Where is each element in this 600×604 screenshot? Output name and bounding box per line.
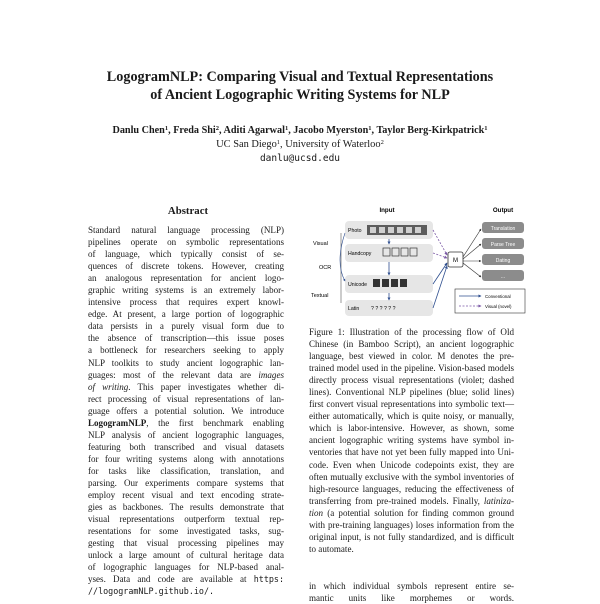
affiliations: [20, 138, 580, 151]
abstract-line: NLP analysis of ancient logographic languages,: [88, 429, 284, 440]
title-line-1: LogogramNLP: Comparing Visual and Textual Representations: [106, 69, 494, 85]
abstract-line: data persists in a purely visual form due to: [88, 321, 284, 332]
output-label: Parse Tree: [490, 242, 516, 248]
caption-line: [309, 507, 514, 519]
conventional-arrow: [433, 266, 447, 308]
glyph-mark: [373, 279, 380, 287]
output-arrow: [463, 244, 481, 259]
input-heading: Input: [379, 207, 395, 214]
abstract-line: parsing. Our experiments compare systems that: [88, 477, 284, 488]
author-affiliation-mark: 1: [164, 125, 169, 132]
abstract-line: for four writing systems along with annotations: [88, 453, 284, 464]
author-list: Danlu Chen$^1$, Freda Shi$^2$, Aditi Agarwal$^1$, Jacobo Myerston$^1$, Taylor Berg-Kirkpatrick$^1$: [112, 125, 488, 136]
abstract-line: gies as backbones. The results demonstrate that: [88, 502, 284, 513]
caption-line: which is labor-intensive. However, as shown, some: [309, 423, 514, 434]
caption-line: Figure 1: Illustration of the processing flow of Old: [309, 327, 514, 337]
caption-line: trained model used in the pipeline. Vision-based models: [309, 363, 514, 374]
output-label: ...: [500, 274, 506, 280]
glyph-mark: [391, 279, 398, 287]
contact-email[interactable]: danlu@ucsd.edu: [259, 153, 341, 164]
title-line-2: of Ancient Logographic Writing Systems for NLP: [150, 87, 450, 103]
caption-line: with pre-training languages) loses information from the: [309, 519, 514, 530]
abstract-line: [88, 381, 284, 393]
abstract-line: featuring both transcribed and visual datasets: [88, 441, 284, 452]
body-line: in which individual symbols represent entire se-: [309, 581, 514, 591]
caption-text: transferring from pre-trained models. Finally,: [309, 495, 484, 506]
author-name: Danlu Chen: [112, 125, 165, 136]
caption-line: directly process visual representations (violet; dashed: [309, 375, 514, 386]
affiliation-mark: 1: [276, 139, 281, 146]
abstract-line: NLP toolkits to study ancient logographic lan-: [88, 357, 284, 368]
glyph-mark: [397, 227, 403, 233]
legend-visual-label: Visual (novel): [485, 304, 512, 309]
visual-arrow: [433, 253, 447, 258]
repo-link[interactable]: //logogramNLP.github.io/.: [88, 586, 215, 597]
glyph-mark: [388, 227, 394, 233]
abstract-line: visual representations outperform textual rep-: [88, 514, 284, 525]
abstract-text: . This paper investigates whether di-: [128, 381, 284, 392]
abstract-text: guages: most of the relevant data are: [88, 369, 259, 380]
author-name: Aditi Agarwal: [223, 125, 285, 136]
ocr-label: OCR: [319, 265, 332, 271]
abstract-line: an analogous representation for ancient logo-: [88, 273, 284, 284]
abstract-emphasis: images: [258, 369, 284, 380]
visual-arrow: [433, 230, 447, 255]
abstract-emphasis: of writing: [88, 381, 129, 392]
output-label: Dating: [495, 258, 511, 264]
abstract-line: [88, 369, 284, 381]
abstract-line: [88, 573, 284, 585]
author-affiliation-mark: 1: [284, 125, 289, 132]
glyph-mark: [370, 227, 376, 233]
unicode-label: Unicode: [348, 282, 368, 288]
abstract-line: the absence of transcription—this issue poses: [88, 333, 284, 344]
author-name: Freda Shi: [173, 125, 216, 136]
caption-line: lines). Conventional NLP pipelines (blue; solid lines): [309, 387, 514, 398]
pipeline-figure: [305, 203, 527, 321]
abstract-line: unlock a large amount of cultural heritage data: [88, 550, 284, 561]
abstract-text: yses. Data and code are available at: [88, 574, 254, 585]
abstract-line: [88, 417, 284, 429]
abstract-line: for tasks like classification, translation, and: [88, 465, 284, 476]
caption-line: either automatically, which is quite noisy, or manually,: [309, 411, 514, 422]
author-affiliation-mark: 2: [215, 125, 219, 132]
latin-glyphs: ? ? ? ? ? ?: [371, 306, 396, 312]
caption-line: often mutually exclusive with the symbol inventories of: [309, 471, 514, 482]
caption-line: original input, is not fully standardized, and is difficult: [309, 531, 514, 542]
author-name: Jacobo Myerston: [293, 125, 369, 136]
abstract-line: Standard natural language processing (NLP): [88, 225, 284, 235]
model-label: M: [453, 258, 458, 264]
abstract-line: a bottleneck for researchers seeking to apply: [88, 345, 284, 356]
paper-title: [40, 68, 560, 104]
abstract-line: of logographic languages for NLP-based anal-: [88, 562, 284, 573]
output-arrow: [463, 263, 481, 277]
caption-line: [309, 495, 514, 507]
caption-line: language, best viewed in color. M denotes the pre-: [309, 351, 514, 362]
abstract-line: pipelines operate on symbolic representations: [88, 237, 284, 248]
caption-emphasis: latiniza-: [483, 495, 514, 506]
glyph-mark: [379, 227, 385, 233]
glyph-mark: [382, 279, 389, 287]
figure-caption: [309, 326, 514, 555]
glyph-mark: [415, 227, 421, 233]
abstract-line: resentations for some investigated tasks, sug-: [88, 526, 284, 537]
abstract-line: guage offers a potential solution. We introduce: [88, 405, 284, 416]
caption-line: code. Even when Unicode codepoints exist, they are: [309, 459, 514, 470]
caption-line: Chinese (in Bamboo Script), an ancient logographic: [309, 339, 514, 350]
caption-line: ancient logographic writing systems have symbol in-: [309, 435, 514, 446]
abstract-line: edge. At present, a large portion of logographic: [88, 309, 284, 320]
abstract-heading: Abstract: [167, 205, 209, 217]
abstract-line: gesting that visual processing pipelines may: [88, 538, 284, 549]
abstract-line: graphic writing systems is an extremely labor-: [88, 285, 284, 296]
abstract-line: quences of discrete tokens. However, creating: [88, 261, 284, 272]
latin-label: Latin: [348, 306, 360, 312]
visual-label: Visual: [313, 241, 328, 247]
affiliation-separator: ,: [280, 139, 286, 150]
glyph-mark: [406, 227, 412, 233]
author-affiliation-mark: 1: [484, 125, 488, 132]
body-line: mantic units like morphemes or words.: [309, 593, 514, 604]
body-paragraph: [309, 580, 514, 604]
figure-legend: [455, 289, 525, 313]
photo-label: Photo: [348, 228, 362, 234]
abstract-line: rect processing of visual representations of lan-: [88, 393, 284, 404]
output-label: Translation: [490, 226, 516, 232]
caption-text: (a potential solution for finding common ground: [323, 507, 514, 518]
textual-label: Textual: [311, 293, 329, 299]
abstract-text: , the first benchmark enabling: [146, 417, 284, 428]
abstract-body: [88, 224, 284, 597]
caption-line: high-resource languages, reducing the effectiveness of: [309, 483, 514, 494]
abstract-line: employ recent visual and text encoding strate-: [88, 490, 284, 501]
caption-line: to automate.: [309, 543, 354, 554]
legend-conventional-label: Conventional: [485, 294, 511, 299]
repo-link[interactable]: https:: [253, 574, 284, 585]
author-name: Taylor Berg-Kirkpatrick: [376, 125, 485, 136]
caption-line: first convert visual representations into symbolic text—: [309, 399, 514, 410]
handcopy-label: Handcopy: [348, 251, 372, 257]
caption-line: ventories that have not yet been fully mapped into Uni-: [309, 447, 514, 458]
output-arrow: [463, 229, 481, 257]
abstract-line: of language, which typically consist of se-: [88, 249, 284, 260]
caption-emphasis: tion: [309, 507, 324, 518]
affiliation-mark: 2: [380, 139, 384, 146]
output-heading: Output: [492, 207, 514, 214]
abstract-line: intensive process that requires expert knowl-: [88, 297, 284, 308]
benchmark-name: LogogramNLP: [88, 417, 147, 428]
affiliation-name: UC San Diego: [216, 139, 277, 150]
glyph-mark: [400, 279, 407, 287]
author-affiliation-mark: 1: [368, 125, 372, 132]
affiliation-name: University of Waterloo: [285, 139, 381, 150]
